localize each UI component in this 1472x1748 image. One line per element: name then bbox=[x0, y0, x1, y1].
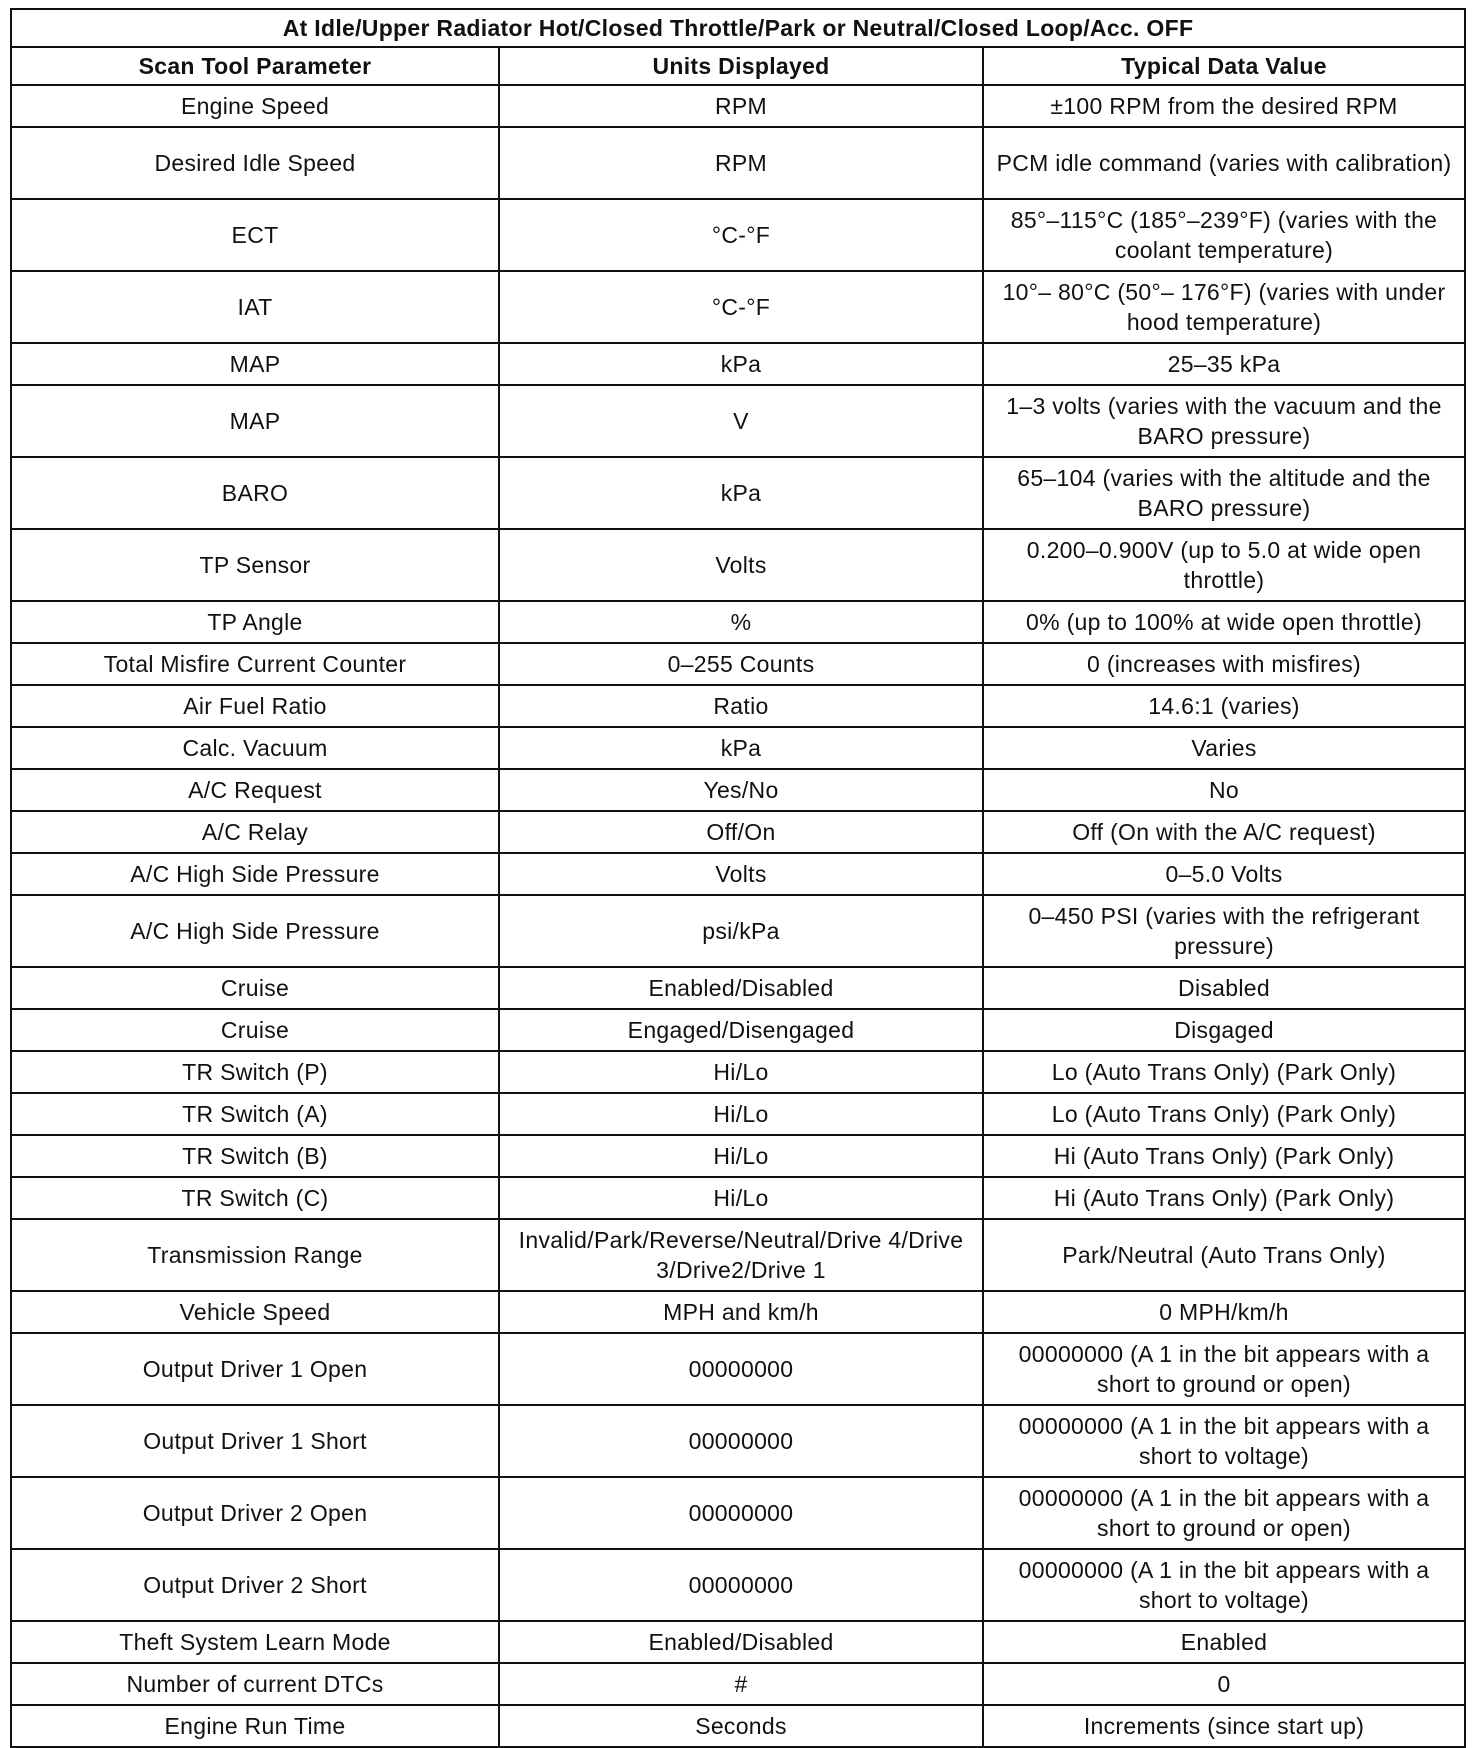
header-units: Units Displayed bbox=[499, 47, 983, 85]
parameter-cell: TR Switch (P) bbox=[11, 1051, 499, 1093]
table-row bbox=[11, 1093, 1465, 1135]
units-cell: RPM bbox=[499, 127, 983, 199]
parameter-cell: TR Switch (B) bbox=[11, 1135, 499, 1177]
table-row bbox=[11, 85, 1465, 127]
parameter-cell: MAP bbox=[11, 385, 499, 457]
table-row bbox=[11, 1009, 1465, 1051]
parameter-cell: Cruise bbox=[11, 1009, 499, 1051]
table-row bbox=[11, 1621, 1465, 1663]
typical-value-cell: 10°– 80°C (50°– 176°F) (varies with under hood temperature) bbox=[983, 271, 1465, 343]
parameter-cell: TP Angle bbox=[11, 601, 499, 643]
table-row bbox=[11, 895, 1465, 967]
typical-value-cell: 00000000 (A 1 in the bit appears with a short to ground or open) bbox=[983, 1333, 1465, 1405]
table-row bbox=[11, 199, 1465, 271]
parameter-cell: TP Sensor bbox=[11, 529, 499, 601]
table-row bbox=[11, 1291, 1465, 1333]
units-cell: V bbox=[499, 385, 983, 457]
typical-value-cell: Lo (Auto Trans Only) (Park Only) bbox=[983, 1051, 1465, 1093]
units-cell: % bbox=[499, 601, 983, 643]
parameter-cell: A/C Relay bbox=[11, 811, 499, 853]
table-row bbox=[11, 1705, 1465, 1747]
units-cell: 00000000 bbox=[499, 1477, 983, 1549]
units-cell: Off/On bbox=[499, 811, 983, 853]
table-row bbox=[11, 343, 1465, 385]
units-cell: Enabled/Disabled bbox=[499, 967, 983, 1009]
typical-value-cell: 00000000 (A 1 in the bit appears with a short to voltage) bbox=[983, 1549, 1465, 1621]
typical-value-cell: Disgaged bbox=[983, 1009, 1465, 1051]
table-row bbox=[11, 1549, 1465, 1621]
table-row bbox=[11, 127, 1465, 199]
parameter-cell: Engine Run Time bbox=[11, 1705, 499, 1747]
table-row bbox=[11, 1135, 1465, 1177]
typical-value-cell: 0 MPH/km/h bbox=[983, 1291, 1465, 1333]
parameter-cell: Transmission Range bbox=[11, 1219, 499, 1291]
typical-value-cell: Increments (since start up) bbox=[983, 1705, 1465, 1747]
typical-value-cell: 85°–115°C (185°–239°F) (varies with the coolant temperature) bbox=[983, 199, 1465, 271]
parameter-cell: ECT bbox=[11, 199, 499, 271]
parameter-cell: Number of current DTCs bbox=[11, 1663, 499, 1705]
units-cell: Volts bbox=[499, 529, 983, 601]
typical-value-cell: 25–35 kPa bbox=[983, 343, 1465, 385]
units-cell: Volts bbox=[499, 853, 983, 895]
typical-value-cell: ±100 RPM from the desired RPM bbox=[983, 85, 1465, 127]
units-cell: Seconds bbox=[499, 1705, 983, 1747]
typical-value-cell: PCM idle command (varies with calibration) bbox=[983, 127, 1465, 199]
parameter-cell: Vehicle Speed bbox=[11, 1291, 499, 1333]
table-row bbox=[11, 601, 1465, 643]
parameter-cell: Desired Idle Speed bbox=[11, 127, 499, 199]
typical-value-cell: Hi (Auto Trans Only) (Park Only) bbox=[983, 1135, 1465, 1177]
parameter-cell: A/C High Side Pressure bbox=[11, 895, 499, 967]
units-cell: kPa bbox=[499, 727, 983, 769]
typical-value-cell: 0–450 PSI (varies with the refrigerant pressure) bbox=[983, 895, 1465, 967]
table-row bbox=[11, 769, 1465, 811]
units-cell: Hi/Lo bbox=[499, 1177, 983, 1219]
units-cell: kPa bbox=[499, 343, 983, 385]
table-row bbox=[11, 1477, 1465, 1549]
typical-value-cell: Enabled bbox=[983, 1621, 1465, 1663]
table-row bbox=[11, 967, 1465, 1009]
parameter-cell: A/C High Side Pressure bbox=[11, 853, 499, 895]
typical-value-cell: 00000000 (A 1 in the bit appears with a short to ground or open) bbox=[983, 1477, 1465, 1549]
typical-value-cell: Hi (Auto Trans Only) (Park Only) bbox=[983, 1177, 1465, 1219]
table-caption: At Idle/Upper Radiator Hot/Closed Throttle/Park or Neutral/Closed Loop/Acc. OFF bbox=[11, 9, 1465, 47]
parameter-cell: Calc. Vacuum bbox=[11, 727, 499, 769]
typical-value-cell: No bbox=[983, 769, 1465, 811]
units-cell: Hi/Lo bbox=[499, 1051, 983, 1093]
parameter-cell: Output Driver 2 Short bbox=[11, 1549, 499, 1621]
typical-value-cell: Varies bbox=[983, 727, 1465, 769]
table-row bbox=[11, 457, 1465, 529]
table-caption-row bbox=[11, 9, 1465, 47]
units-cell: °C-°F bbox=[499, 199, 983, 271]
typical-value-cell: Off (On with the A/C request) bbox=[983, 811, 1465, 853]
table-row bbox=[11, 1333, 1465, 1405]
typical-value-cell: 0 bbox=[983, 1663, 1465, 1705]
table-row bbox=[11, 853, 1465, 895]
parameter-cell: Output Driver 1 Open bbox=[11, 1333, 499, 1405]
units-cell: Hi/Lo bbox=[499, 1135, 983, 1177]
table-row bbox=[11, 1219, 1465, 1291]
parameter-cell: MAP bbox=[11, 343, 499, 385]
units-cell: 00000000 bbox=[499, 1405, 983, 1477]
units-cell: Ratio bbox=[499, 685, 983, 727]
units-cell: 0–255 Counts bbox=[499, 643, 983, 685]
header-parameter: Scan Tool Parameter bbox=[11, 47, 499, 85]
table-row bbox=[11, 529, 1465, 601]
units-cell: MPH and km/h bbox=[499, 1291, 983, 1333]
units-cell: Enabled/Disabled bbox=[499, 1621, 983, 1663]
table-row bbox=[11, 271, 1465, 343]
table-row bbox=[11, 811, 1465, 853]
parameter-cell: TR Switch (C) bbox=[11, 1177, 499, 1219]
table-row bbox=[11, 1177, 1465, 1219]
typical-value-cell: 14.6:1 (varies) bbox=[983, 685, 1465, 727]
table-row bbox=[11, 385, 1465, 457]
units-cell: °C-°F bbox=[499, 271, 983, 343]
typical-value-cell: 0 (increases with misfires) bbox=[983, 643, 1465, 685]
parameter-cell: Theft System Learn Mode bbox=[11, 1621, 499, 1663]
typical-value-cell: Park/Neutral (Auto Trans Only) bbox=[983, 1219, 1465, 1291]
parameter-cell: BARO bbox=[11, 457, 499, 529]
parameter-cell: A/C Request bbox=[11, 769, 499, 811]
parameter-cell: Output Driver 1 Short bbox=[11, 1405, 499, 1477]
parameter-cell: Total Misfire Current Counter bbox=[11, 643, 499, 685]
typical-value-cell: 0% (up to 100% at wide open throttle) bbox=[983, 601, 1465, 643]
table-row bbox=[11, 1051, 1465, 1093]
document-sheet bbox=[10, 8, 1464, 1748]
units-cell: 00000000 bbox=[499, 1549, 983, 1621]
units-cell: kPa bbox=[499, 457, 983, 529]
typical-value-cell: 1–3 volts (varies with the vacuum and the BARO pressure) bbox=[983, 385, 1465, 457]
scan-tool-data-table bbox=[10, 8, 1466, 1748]
units-cell: Hi/Lo bbox=[499, 1093, 983, 1135]
table-row bbox=[11, 1663, 1465, 1705]
table-row bbox=[11, 643, 1465, 685]
typical-value-cell: 65–104 (varies with the altitude and the BARO pressure) bbox=[983, 457, 1465, 529]
typical-value-cell: Disabled bbox=[983, 967, 1465, 1009]
units-cell: psi/kPa bbox=[499, 895, 983, 967]
parameter-cell: TR Switch (A) bbox=[11, 1093, 499, 1135]
typical-value-cell: 0.200–0.900V (up to 5.0 at wide open throttle) bbox=[983, 529, 1465, 601]
typical-value-cell: 0–5.0 Volts bbox=[983, 853, 1465, 895]
table-row bbox=[11, 727, 1465, 769]
units-cell: # bbox=[499, 1663, 983, 1705]
parameter-cell: Output Driver 2 Open bbox=[11, 1477, 499, 1549]
table-row bbox=[11, 685, 1465, 727]
parameter-cell: Engine Speed bbox=[11, 85, 499, 127]
parameter-cell: IAT bbox=[11, 271, 499, 343]
typical-value-cell: Lo (Auto Trans Only) (Park Only) bbox=[983, 1093, 1465, 1135]
units-cell: Engaged/Disengaged bbox=[499, 1009, 983, 1051]
units-cell: 00000000 bbox=[499, 1333, 983, 1405]
table-header-row bbox=[11, 47, 1465, 85]
units-cell: Yes/No bbox=[499, 769, 983, 811]
header-typical-value: Typical Data Value bbox=[983, 47, 1465, 85]
table-row bbox=[11, 1405, 1465, 1477]
table-body bbox=[11, 85, 1465, 1747]
parameter-cell: Cruise bbox=[11, 967, 499, 1009]
units-cell: Invalid/Park/Reverse/Neutral/Drive 4/Drive 3/Drive2/Drive 1 bbox=[499, 1219, 983, 1291]
units-cell: RPM bbox=[499, 85, 983, 127]
parameter-cell: Air Fuel Ratio bbox=[11, 685, 499, 727]
typical-value-cell: 00000000 (A 1 in the bit appears with a short to voltage) bbox=[983, 1405, 1465, 1477]
